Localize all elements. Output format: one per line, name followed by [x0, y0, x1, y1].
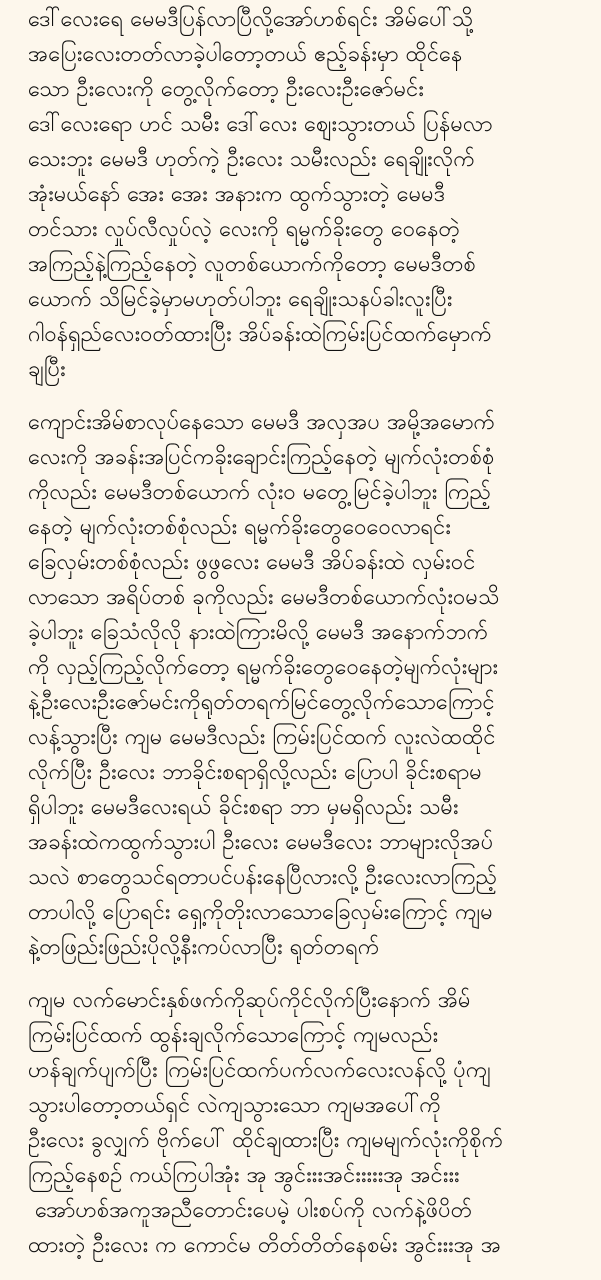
- paragraph-2: [28, 405, 593, 965]
- text-line: တင်သား လှုပ်လီလှုပ်လဲ့ လေးကို ရမ္မက်ခိုးတွေ ဝေနေတဲ့: [28, 217, 460, 242]
- text-line: သလဲ စာတွေသင်ရတာပင်ပန်းနေပြီလားလို့ ဦးလေးလာကြည့်: [28, 865, 498, 890]
- text-line: ခြေလှမ်းတစ်စုံလည်း ဖွဖွလေး မေမဒီ အိပ်ခန်းထဲ လှမ်းဝင်: [28, 550, 476, 575]
- article-body[interactable]: [28, 2, 593, 1263]
- text-line: ကြည့်နေစဉ် ကယ်ကြပါအုံး အု အွင်းးးအင်းးးးးအု အင်းးး: [28, 1163, 460, 1188]
- text-line: သွားပါတော့တယ်ရှင် လဲကျသွားသော ကျမအပေါ်ကို: [28, 1093, 441, 1118]
- text-line: ထားတဲ့ ဦးလေး က ကောင်မ တိတ်တိတ်နေစမ်း အွင်းးးအု အ: [28, 1233, 502, 1258]
- text-line: လိုက်ပြီး ဦးလေး ဘာခိုင်းစရာရှိလို့လည်း ပြောပါ ခိုင်းစရာမ: [28, 760, 482, 785]
- text-line: လေးကို အခန်းအပြင်ကခိုးချောင်းကြည့်နေတဲ့ မျက်လုံးတစ်စုံ: [28, 445, 495, 470]
- text-line: ရှိပါဘူး မေမဒီလေးရယ် ခိုင်းစရာ ဘာ မှမရှိလည်း သမီး: [28, 795, 459, 820]
- text-line: ယောက် သိမြင်ခဲ့မှာမဟုတ်ပါဘူး ရေချိုးသနပ်ခါးလူးပြီး: [28, 287, 453, 312]
- text-line: ကြမ်းပြင်ထက် ထွန်းချလိုက်သောကြောင့် ကျမလည်း: [28, 1023, 439, 1048]
- text-line: ကို လှည့်ကြည့်လိုက်တော့ ရမ္မက်ခိုးတွေဝေနေတဲ့မျက်လုံးများ: [28, 655, 499, 680]
- text-line: ကိုလည်း မေမဒီတစ်ယောက် လုံးဝ မတွေ့မြင်ခဲ့ပါဘူး ကြည့်: [28, 480, 491, 505]
- text-line: ဟန်ချက်ပျက်ပြီး ကြမ်းပြင်ထက်ပက်လက်လေးလန်လို့ ပုံကျ: [28, 1058, 491, 1083]
- text-line: ဦးလေး ခွလျှက် ဗိုက်ပေါ် ထိုင်ချထားပြီး ကျမမျက်လုံးကိုစိုက်: [28, 1128, 504, 1153]
- text-line: အခန်းထဲကထွက်သွားပါ ဦးလေး မေမဒီလေး ဘာများလိုအပ်: [28, 830, 494, 855]
- text-line: ကျမ လက်မောင်းနှစ်ဖက်ကိုဆုပ်ကိုင်လိုက်ပြီးနောက် အိမ်: [28, 988, 471, 1013]
- text-line: နဲ့တဖြည်းဖြည်းပိုလို့နီးကပ်လာပြီး ရုတ်တရက်: [28, 935, 380, 960]
- text-line: ခဲ့ပါဘူး ခြေသံလိုလို နားထဲကြားမိလို့ မေမဒီ အနောက်ဘက်: [28, 620, 489, 645]
- text-line: ဂါဝန်ရှည်လေးဝတ်ထားပြီး အိပ်ခန်းထဲကြမ်းပြင်ထက်မှောက်: [28, 322, 492, 347]
- text-line: အော်ဟစ်အကူအညီတောင်းပေမဲ့ ပါးစပ်ကို လက်နဲ့ဖိပိတ်: [28, 1198, 473, 1223]
- text-line: နေတဲ့ မျက်လုံးတစ်စုံလည်း ရမ္မက်ခိုးတွေဝေဝေလာရင်း: [28, 515, 451, 540]
- text-line: အကြည့်နဲ့ကြည့်နေတဲ့ လူတစ်ယောက်ကိုတော့ မေမဒီတစ်: [28, 252, 476, 277]
- text-line: ဒေါ်လေးရေ မေမဒီပြန်လာပြီလို့အော်ဟစ်ရင်း အိမ်ပေါ်သို့: [28, 7, 474, 32]
- text-line: တာပါလို့ ပြောရင်း ရှေ့ကိုတိုးလာသောခြေလှမ်းကြောင့် ကျမ: [28, 900, 493, 925]
- text-line: ချပြီး: [28, 357, 66, 382]
- text-line: လာသော အရိပ်တစ် ခုကိုလည်း မေမဒီတစ်ယောက်လုံးဝမသိ: [28, 585, 500, 610]
- text-line: နဲ့ဦးလေးဦးဇော်မင်းကိုရုတ်တရက်မြင်တွေ့လိုက်သောကြောင့်: [28, 690, 495, 715]
- text-line: သေးဘူး မေမဒီ ဟုတ်ကဲ့ ဦးလေး သမီးလည်း ရေချိုးလိုက်: [28, 147, 475, 172]
- text-line: သော ဦးလေးကို တွေ့လိုက်တော့ ဦးလေးဦးဇော်မင်း: [28, 77, 424, 102]
- text-line: ကျောင်းအိမ်စာလုပ်နေသော မေမဒီ အလှအပ အမို့အမောက်: [28, 410, 496, 435]
- paragraph-1: [28, 2, 593, 387]
- paragraph-3: [28, 983, 593, 1263]
- text-line: အပြေးလေးတတ်လာခဲ့ပါတော့တယ် ဧည့်ခန်းမှာ ထိုင်နေ: [28, 42, 463, 67]
- text-line: လန့်သွားပြီး ကျမ မေမဒီလည်း ကြမ်းပြင်ထက် လူးလဲထထိုင်: [28, 725, 496, 750]
- text-line: ဒေါ်လေးရော ဟင် သမီး ဒေါ်လေး ဈေးသွားတယ် ပြန်မလာ: [28, 112, 493, 137]
- text-line: အုံးမယ်နော် အေး အေး အနားက ထွက်သွားတဲ့ မေမဒီ: [28, 182, 446, 207]
